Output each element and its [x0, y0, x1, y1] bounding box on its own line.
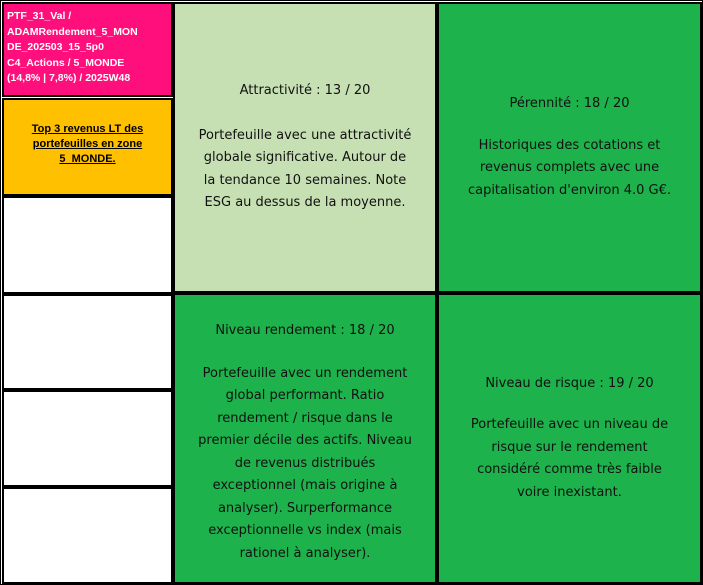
description-line: Portefeuille avec un niveau de [470, 417, 669, 433]
perennite-title: Pérennité : 18 / 20 [509, 96, 630, 111]
description-line: Portefeuille avec une attractivité [198, 127, 412, 143]
top-revenus-line: portefeuilles en zone [32, 138, 143, 150]
perennite-description [468, 135, 671, 203]
portfolio-id-line: C4_Actions / 5_MONDE [7, 56, 125, 69]
description-line: globale significative. Autour de [203, 150, 407, 166]
description-line: rationel à analyser). [239, 545, 371, 561]
rendement-description [198, 363, 412, 566]
description-line: ESG au dessus de la moyenne. [204, 195, 406, 211]
rendement-panel [173, 293, 437, 584]
rendement-title: Niveau rendement : 18 / 20 [215, 323, 395, 338]
risque-panel [437, 293, 702, 584]
description-line: considéré comme très faible [477, 462, 662, 478]
description-line: de revenus distribués [234, 455, 376, 471]
empty-cell [2, 487, 173, 584]
attractivite-title: Attractivité : 13 / 20 [239, 83, 371, 99]
empty-cell [2, 196, 173, 294]
description-line: exceptionnelle vs index (mais [208, 523, 402, 538]
description-line: la tendance 10 semaines. Note [203, 172, 407, 188]
risque-description [471, 414, 668, 504]
description-line: voire inexistant. [517, 484, 622, 500]
description-line: premier décile des actifs. Niveau [198, 433, 412, 448]
description-line: rendement / risque dans le [217, 410, 393, 426]
top-revenus-line: Top 3 revenus LT des [31, 123, 144, 135]
perennite-panel [437, 2, 702, 293]
portfolio-id-cell [2, 2, 173, 97]
empty-cell [2, 294, 173, 390]
empty-cell [2, 390, 173, 487]
description-line: Portefeuille avec un rendement [202, 365, 408, 381]
top-revenus-line: 5_MONDE. [59, 153, 116, 165]
portfolio-id-line: DE_202503_15_5p0 [7, 41, 104, 54]
attractivite-description [181, 125, 429, 215]
portfolio-id-line: ADAMRendement_5_MON [7, 25, 138, 38]
description-line: risque sur le rendement [491, 439, 648, 455]
description-line: global performant. Ratio [225, 388, 385, 403]
attractivite-panel [173, 2, 437, 293]
portfolio-id-line: PTF_31_Val / [7, 10, 72, 22]
description-line: Historiques des cotations et [478, 137, 661, 153]
top-revenus-link[interactable] [2, 98, 173, 196]
risque-title: Niveau de risque : 19 / 20 [485, 375, 654, 391]
description-line: analyser). Surperformance [217, 500, 392, 516]
portfolio-id-line: (14,8% | 7,8%) / 2025W48 [7, 72, 131, 85]
description-line: revenus complets avec une [479, 160, 660, 175]
description-line: exceptionnel (mais origine à [212, 478, 398, 493]
description-line: capitalisation d'environ 4.0 G€. [467, 182, 672, 198]
